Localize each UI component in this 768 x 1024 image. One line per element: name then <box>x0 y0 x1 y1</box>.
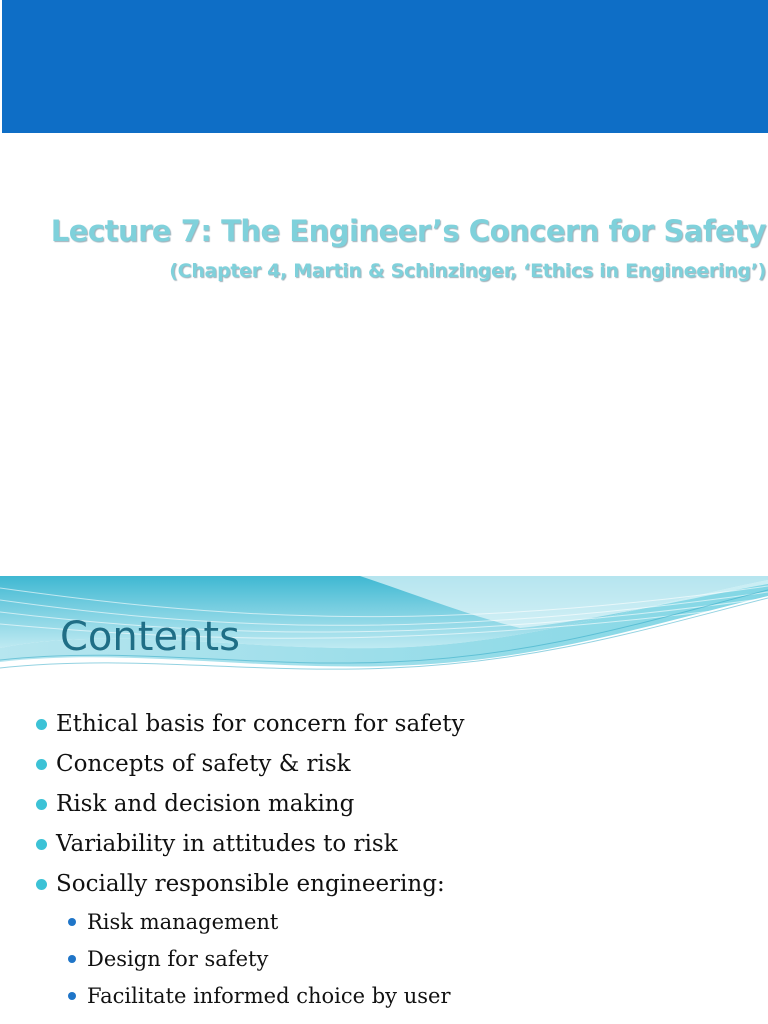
list-item <box>68 984 451 1008</box>
list-item-text: Risk management <box>87 910 279 934</box>
lecture-subtitle: (Chapter 4, Martin & Schinzinger, ‘Ethics in Engineering’) <box>169 260 766 282</box>
list-item-text: Variability in attitudes to risk <box>56 831 398 857</box>
lecture-title: Lecture 7: The Engineer’s Concern for Safety <box>50 214 766 248</box>
bullet-dot-icon <box>36 759 47 770</box>
list-item <box>68 947 268 971</box>
list-item-text: Facilitate informed choice by user <box>87 984 451 1008</box>
bullet-dot-icon <box>36 799 47 810</box>
sub-bullet-dot-icon <box>68 955 76 963</box>
bullet-dot-icon <box>36 879 47 890</box>
list-item <box>68 910 278 934</box>
sub-bullet-dot-icon <box>68 918 76 926</box>
list-item-text: Design for safety <box>87 947 269 971</box>
sub-bullet-dot-icon <box>68 992 76 1000</box>
list-item-text: Concepts of safety & risk <box>56 751 351 777</box>
list-item <box>36 751 351 777</box>
list-item <box>36 831 398 857</box>
contents-heading: Contents <box>60 614 240 660</box>
list-item-text: Risk and decision making <box>56 791 355 817</box>
bullet-dot-icon <box>36 839 47 850</box>
bullet-dot-icon <box>36 719 47 730</box>
list-item-text: Socially responsible engineering: <box>56 871 445 897</box>
list-item <box>36 871 445 897</box>
header-banner <box>2 0 768 133</box>
list-item <box>36 791 354 817</box>
contents-slide <box>0 576 768 1024</box>
list-item-text: Ethical basis for concern for safety <box>56 711 465 737</box>
list-item <box>36 711 465 737</box>
